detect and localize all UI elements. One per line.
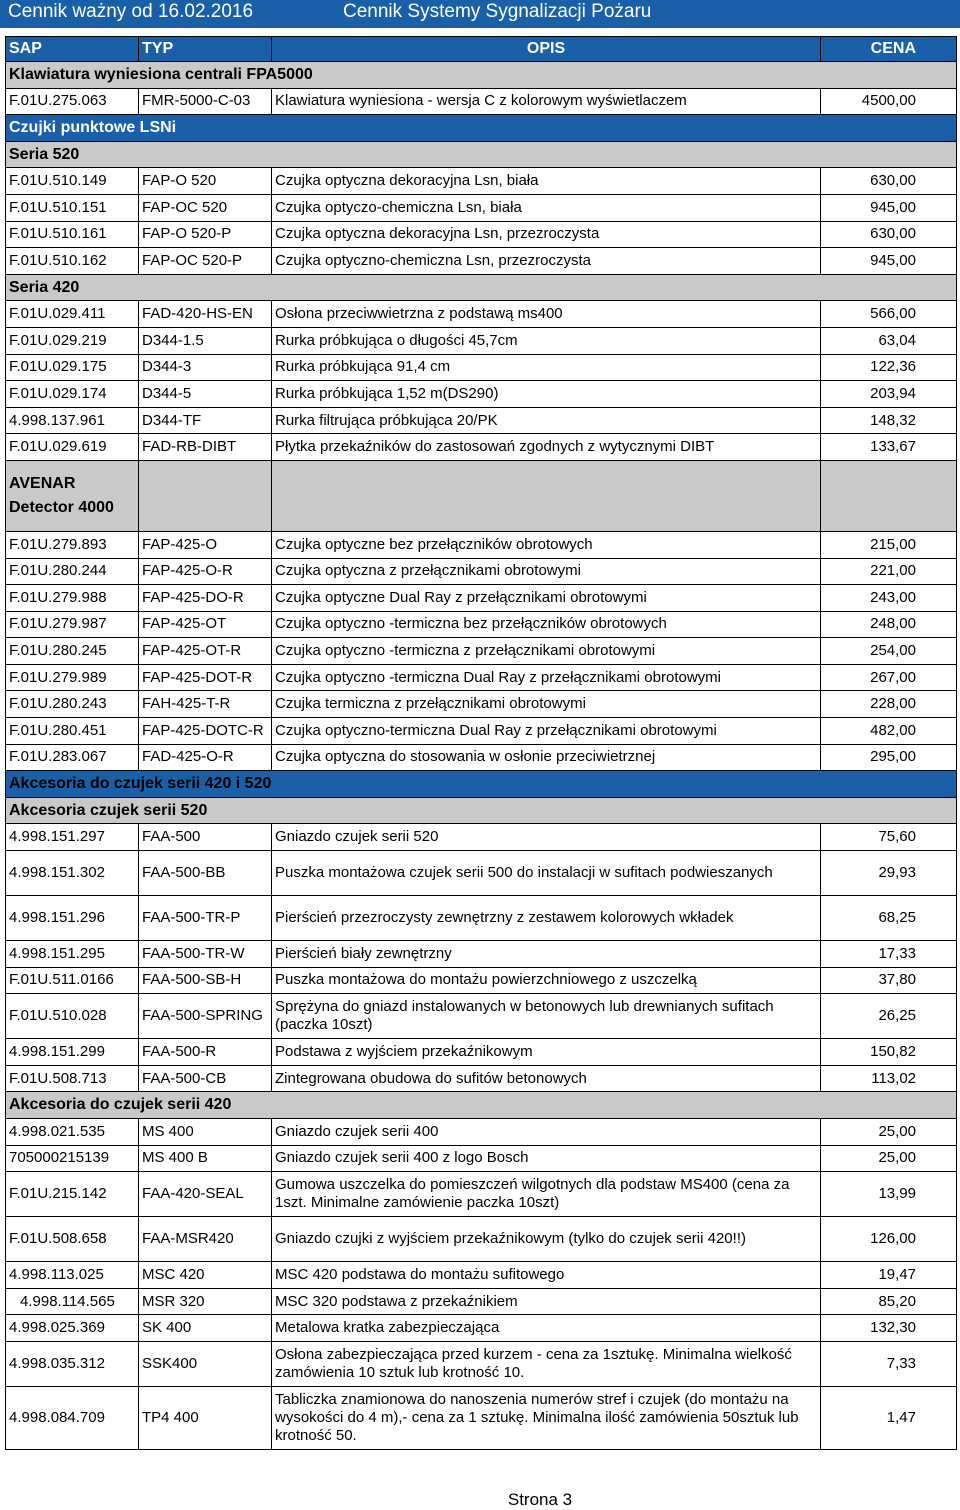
sap-cell: F.01U.215.142 [6,1172,139,1217]
type-cell: FAP-425-DOTC-R [139,718,272,745]
table-row [6,194,957,221]
description-cell: Czujka termiczna z przełącznikami obrotowymi [272,691,821,718]
price-cell: 63,04 [821,327,957,354]
sap-cell: 4.998.021.535 [6,1119,139,1146]
description-cell: Czujka optyczne bez przełączników obrotowych [272,531,821,558]
empty-cell [139,460,272,531]
description-cell: Czujka optyczna dekoracyjna Lsn, przezroczysta [272,221,821,248]
section-row [6,62,957,89]
price-cell: 133,67 [821,434,957,461]
sap-cell: F.01U.029.219 [6,327,139,354]
sap-cell: 4.998.035.312 [6,1341,139,1386]
price-cell: 254,00 [821,638,957,665]
type-cell: FAP-425-O-R [139,558,272,585]
type-cell: FAA-500-R [139,1039,272,1066]
type-cell: D344-5 [139,381,272,408]
description-cell: Czujka optyczna dekoracyjna Lsn, biała [272,168,821,195]
type-cell: FAD-420-HS-EN [139,301,272,328]
description-cell: Zintegrowana obudowa do sufitów betonowych [272,1065,821,1092]
section-title: Seria 420 [6,274,957,301]
description-cell: Czujka optyczno-termiczna Dual Ray z przełącznikami obrotowymi [272,718,821,745]
sap-cell: 4.998.151.296 [6,896,139,941]
table-body [6,62,957,1450]
description-cell: Czujka optyczno -termiczna bez przełączników obrotowych [272,611,821,638]
sap-cell: F.01U.280.243 [6,691,139,718]
price-cell: 945,00 [821,194,957,221]
price-cell: 68,25 [821,896,957,941]
description-cell: Gniazdo czujek serii 400 z logo Bosch [272,1145,821,1172]
table-row [6,1119,957,1146]
table-row [6,1065,957,1092]
sap-cell: F.01U.279.987 [6,611,139,638]
table-row [6,1341,957,1386]
table-row [6,1262,957,1289]
description-cell: Pierścień przezroczysty zewnętrzny z zestawem kolorowych wkładek [272,896,821,941]
price-cell: 19,47 [821,1262,957,1289]
table-row [6,248,957,275]
price-cell: 243,00 [821,585,957,612]
price-cell: 203,94 [821,381,957,408]
sap-cell: F.01U.283.067 [6,744,139,771]
price-cell: 148,32 [821,407,957,434]
section-title: Seria 520 [6,141,957,168]
sap-cell: 4.998.025.369 [6,1315,139,1342]
description-cell: Puszka montażowa do montażu powierzchniowego z uszczelką [272,967,821,994]
price-cell: 221,00 [821,558,957,585]
type-cell: FAA-500-TR-W [139,941,272,968]
type-cell: FAP-425-DOT-R [139,664,272,691]
type-cell: FAA-MSR420 [139,1217,272,1262]
type-cell: FAA-420-SEAL [139,1172,272,1217]
type-cell: D344-3 [139,354,272,381]
type-cell: D344-TF [139,407,272,434]
table-row [6,531,957,558]
type-cell: FAP-425-OT [139,611,272,638]
empty-cell [821,460,957,531]
type-cell: FAD-425-O-R [139,744,272,771]
table-row [6,941,957,968]
table-row [6,824,957,851]
sap-cell: F.01U.279.988 [6,585,139,612]
sap-cell: F.01U.280.244 [6,558,139,585]
description-cell: Osłona zabezpieczająca przed kurzem - cena za 1sztukę. Minimalna wielkość zamówienia 10 sztuk lub krotność 10. [272,1341,821,1386]
sap-cell: F.01U.029.175 [6,354,139,381]
table-row [6,1288,957,1315]
price-cell: 37,80 [821,967,957,994]
table-header-row [6,37,957,62]
table-row [6,718,957,745]
table-row [6,327,957,354]
sap-cell: F.01U.508.713 [6,1065,139,1092]
table-row [6,301,957,328]
table-row [6,558,957,585]
table-row [6,1039,957,1066]
description-cell: Gumowa uszczelka do pomieszczeń wilgotnych dla podstaw MS400 (cena za 1szt. Minimalne zamówienie paczka 10szt) [272,1172,821,1217]
sap-cell: F.01U.508.658 [6,1217,139,1262]
table-row [6,1172,957,1217]
type-cell: FAP-O 520-P [139,221,272,248]
sap-cell: 4.998.151.299 [6,1039,139,1066]
section-title: Klawiatura wyniesiona centrali FPA5000 [6,62,957,89]
sap-cell: 4.998.113.025 [6,1262,139,1289]
section-title: AVENAR Detector 4000 [6,460,139,531]
sap-cell: F.01U.280.245 [6,638,139,665]
sap-cell: F.01U.510.151 [6,194,139,221]
type-cell: FAH-425-T-R [139,691,272,718]
description-cell: Czujka optyczno -termiczna Dual Ray z przełącznikami obrotowymi [272,664,821,691]
price-cell: 215,00 [821,531,957,558]
description-cell: Rurka próbkująca 91,4 cm [272,354,821,381]
price-cell: 122,36 [821,354,957,381]
sap-cell: 4.998.084.709 [6,1386,139,1449]
sap-cell: F.01U.275.063 [6,88,139,115]
price-cell: 7,33 [821,1341,957,1386]
description-cell: Gniazdo czujki z wyjściem przekaźnikowym (tylko do czujek serii 420!!) [272,1217,821,1262]
price-cell: 29,93 [821,851,957,896]
sap-cell: F.01U.511.0166 [6,967,139,994]
table-row [6,221,957,248]
sap-cell: 4.998.137.961 [6,407,139,434]
table-row [6,691,957,718]
type-cell: FAA-500-BB [139,851,272,896]
type-cell: SK 400 [139,1315,272,1342]
section-title: Akcesoria do czujek serii 420 i 520 [6,771,957,798]
table-row [6,611,957,638]
sap-cell: F.01U.279.893 [6,531,139,558]
description-cell: Gniazdo czujek serii 520 [272,824,821,851]
description-cell: Czujka optyczno-chemiczna Lsn, przezroczysta [272,248,821,275]
type-cell: FAP-OC 520 [139,194,272,221]
section-row [6,115,957,142]
type-cell: MS 400 B [139,1145,272,1172]
table-row [6,585,957,612]
description-cell: Rurka próbkująca 1,52 m(DS290) [272,381,821,408]
sap-cell: F.01U.029.174 [6,381,139,408]
description-cell: Gniazdo czujek serii 400 [272,1119,821,1146]
description-cell: Płytka przekaźników do zastosowań zgodnych z wytycznymi DIBT [272,434,821,461]
price-cell: 248,00 [821,611,957,638]
price-cell: 113,02 [821,1065,957,1092]
description-cell: Czujka optyczno -termiczna z przełącznikami obrotowymi [272,638,821,665]
sap-cell: F.01U.029.411 [6,301,139,328]
type-cell: FMR-5000-C-03 [139,88,272,115]
column-header-cena: CENA [821,37,957,62]
sap-cell: F.01U.510.162 [6,248,139,275]
page-header [0,0,960,28]
type-cell: FAA-500-SPRING [139,994,272,1039]
price-cell: 945,00 [821,248,957,275]
description-cell: Rurka próbkująca o długości 45,7cm [272,327,821,354]
table-row [6,967,957,994]
description-cell: Podstawa z wyjściem przekaźnikowym [272,1039,821,1066]
description-cell: Czujka optyczna do stosowania w osłonie przeciwietrznej [272,744,821,771]
sap-cell: 4.998.151.302 [6,851,139,896]
price-cell: 126,00 [821,1217,957,1262]
table-row [6,664,957,691]
section-row [6,274,957,301]
table-row [6,851,957,896]
table-row [6,381,957,408]
page-number: Strona 3 [507,1490,573,1509]
price-cell: 26,25 [821,994,957,1039]
type-cell: FAA-500-SB-H [139,967,272,994]
sap-cell: F.01U.279.989 [6,664,139,691]
table-row [6,1217,957,1262]
table-row [6,1315,957,1342]
description-cell: Puszka montażowa czujek serii 500 do instalacji w sufitach podwieszanych [272,851,821,896]
description-cell: MSC 320 podstawa z przekaźnikiem [272,1288,821,1315]
description-cell: Metalowa kratka zabezpieczająca [272,1315,821,1342]
column-header-opis: OPIS [272,37,821,62]
description-cell: Klawiatura wyniesiona - wersja C z kolorowym wyświetlaczem [272,88,821,115]
table-row [6,638,957,665]
price-cell: 75,60 [821,824,957,851]
description-cell: Sprężyna do gniazd instalowanych w betonowych lub drewnianych sufitach (paczka 10szt) [272,994,821,1039]
section-row [6,771,957,798]
type-cell: FAP-OC 520-P [139,248,272,275]
price-cell: 630,00 [821,168,957,195]
price-table [5,36,957,1450]
section-title: Czujki punktowe LSNi [6,115,957,142]
price-cell: 150,82 [821,1039,957,1066]
type-cell: TP4 400 [139,1386,272,1449]
type-cell: MSC 420 [139,1262,272,1289]
sap-cell: 4.998.114.565 [6,1288,139,1315]
sap-cell: F.01U.510.028 [6,994,139,1039]
table-row [6,896,957,941]
sap-cell: F.01U.029.619 [6,434,139,461]
price-cell: 228,00 [821,691,957,718]
sap-cell: F.01U.510.161 [6,221,139,248]
description-cell: Czujka optyczne Dual Ray z przełącznikami obrotowymi [272,585,821,612]
validity-date: Cennik ważny od 16.02.2016 [8,1,254,22]
price-cell: 132,30 [821,1315,957,1342]
table-row [6,994,957,1039]
empty-cell [272,460,821,531]
table-row [6,434,957,461]
sap-cell: F.01U.280.451 [6,718,139,745]
type-cell: D344-1.5 [139,327,272,354]
sap-cell: 4.998.151.297 [6,824,139,851]
sap-cell: F.01U.510.149 [6,168,139,195]
price-cell: 25,00 [821,1119,957,1146]
section-title: Akcesoria czujek serii 520 [6,797,957,824]
price-cell: 566,00 [821,301,957,328]
price-cell: 85,20 [821,1288,957,1315]
table-row [6,1145,957,1172]
price-cell: 482,00 [821,718,957,745]
sap-cell: 705000215139 [6,1145,139,1172]
description-cell: MSC 420 podstawa do montażu sufitowego [272,1262,821,1289]
description-cell: Rurka filtrująca próbkująca 20/PK [272,407,821,434]
price-cell: 4500,00 [821,88,957,115]
section-row [6,797,957,824]
table-row [6,88,957,115]
section-row [6,460,957,531]
sap-cell: 4.998.151.295 [6,941,139,968]
table-row [6,407,957,434]
document-title: Cennik Systemy Sygnalizacji Pożaru [343,1,652,22]
description-cell: Osłona przeciwwietrzna z podstawą ms400 [272,301,821,328]
table-row [6,354,957,381]
description-cell: Czujka optyczo-chemiczna Lsn, biała [272,194,821,221]
type-cell: MSR 320 [139,1288,272,1315]
type-cell: FAP-425-OT-R [139,638,272,665]
type-cell: FAA-500 [139,824,272,851]
column-header-typ: TYP [139,37,272,62]
price-cell: 25,00 [821,1145,957,1172]
price-cell: 1,47 [821,1386,957,1449]
description-cell: Czujka optyczna z przełącznikami obrotowymi [272,558,821,585]
type-cell: FAP-O 520 [139,168,272,195]
type-cell: FAA-500-CB [139,1065,272,1092]
price-cell: 17,33 [821,941,957,968]
type-cell: FAA-500-TR-P [139,896,272,941]
description-cell: Pierścień biały zewnętrzny [272,941,821,968]
price-cell: 295,00 [821,744,957,771]
price-cell: 267,00 [821,664,957,691]
description-cell: Tabliczka znamionowa do nanoszenia numerów stref i czujek (do montażu na wysokości do 4 m),- cena za 1 sztukę. Minimalna ilość zamówienia 50sztuk lub krotność 50. [272,1386,821,1449]
section-row [6,1092,957,1119]
type-cell: FAP-425-O [139,531,272,558]
type-cell: SSK400 [139,1341,272,1386]
column-header-sap: SAP [6,37,139,62]
type-cell: FAP-425-DO-R [139,585,272,612]
table-row [6,1386,957,1449]
price-cell: 630,00 [821,221,957,248]
table-row [6,744,957,771]
type-cell: FAD-RB-DIBT [139,434,272,461]
section-title: Akcesoria do czujek serii 420 [6,1092,957,1119]
table-row [6,168,957,195]
type-cell: MS 400 [139,1119,272,1146]
section-row [6,141,957,168]
price-cell: 13,99 [821,1172,957,1217]
